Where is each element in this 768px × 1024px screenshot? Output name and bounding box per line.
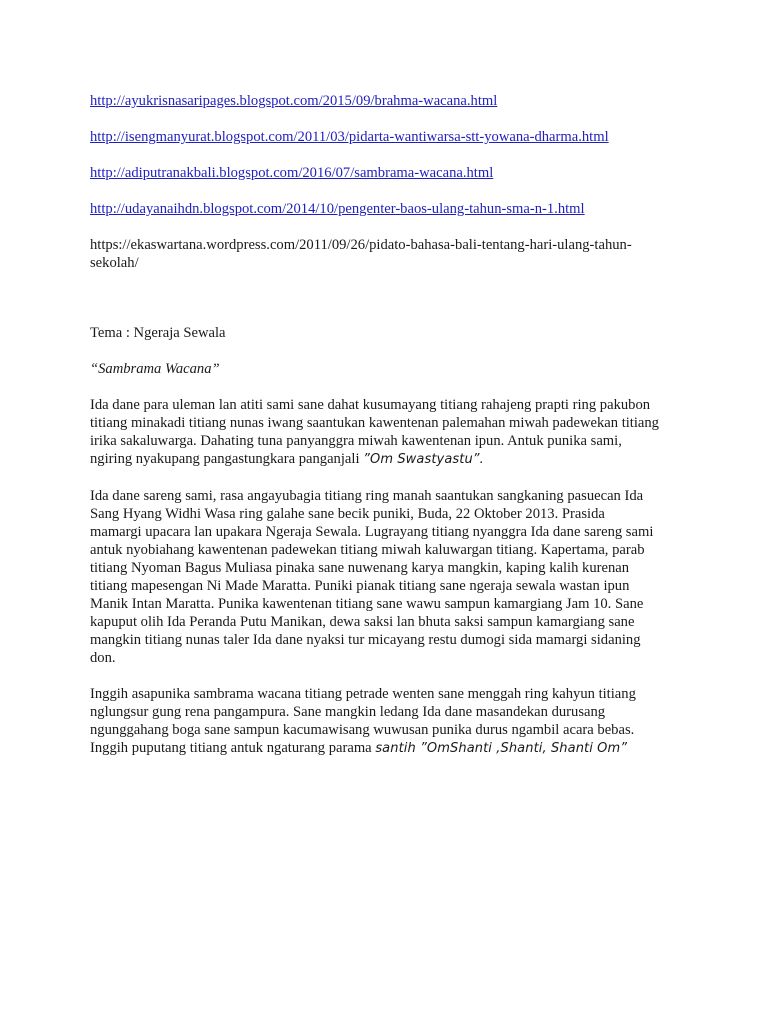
paragraph-line: Sang Hyang Widhi Wasa ring galahe sane becik puniki, Buda, 22 Oktober 2013. Prasida [90,506,605,522]
speech-title: “Sambrama Wacana” [90,361,220,377]
paragraph-closing [90,685,690,758]
reference-url-line: https://ekaswartana.wordpress.com/2011/09/26/pidato-bahasa-bali-tentang-hari-ulang-tahun- [90,237,632,253]
paragraph-line: antuk nyobiahang kawentenan padewekan titiang miwah kaluwargan titiang. Kapertama, parab [90,542,645,558]
paragraph-body [90,487,690,667]
paragraph-line: titiang Nyoman Bagus Muliasa pinaka sane nuwenang karya mangkin, kaping kalih kurenan [90,560,630,576]
paragraph-line: Ida dane sareng sami, rasa angayubagia titiang ring manah saantukan sangkaning pasuecan Ida [90,488,644,504]
paragraph-opening [90,396,690,469]
paragraph-line [90,739,690,758]
paragraph-line: kapuput olih Ida Peranda Putu Manikan, dewa saksi lan bhuta saksi sampun kamargiang sane [90,614,635,630]
paragraph-line: mamargi upacara lan upakara Ngeraja Sewala. Lugrayang titiang nyanggra Ida dane sareng sami [90,524,654,540]
reference-url-plain [90,236,690,272]
paragraph-text: Inggih puputang titiang antuk ngaturang parama [90,740,376,756]
paragraph-line: Ida dane para uleman lan atiti sami sane dahat kusumayang titiang rahajeng prapti ring pakubon [90,397,651,413]
paragraph-line: don. [90,650,116,666]
paragraph-line: irika sakaluwarga. Dahating tuna panyanggra miwah kawentenan ipun. Antuk punika sami, [90,433,622,449]
reference-link-4[interactable]: http://udayanaihdn.blogspot.com/2014/10/pengenter-baos-ulang-tahun-sma-n-1.html [90,201,585,217]
paragraph-line: nglungsur gung rena pangampura. Sane mangkin ledang Ida dane masandekan durusang [90,704,606,720]
reference-link-3[interactable]: http://adiputranakbali.blogspot.com/2016/07/sambrama-wacana.html [90,165,494,181]
document-page [90,92,690,776]
reference-url-line: sekolah/ [90,255,139,271]
paragraph-line: ngunggahang boga sane sampun kacumawisang wuwusan punika durus ngambil acara bebas. [90,722,635,738]
reference-link-1[interactable]: http://ayukrisnasaripages.blogspot.com/2015/09/brahma-wacana.html [90,93,498,109]
paragraph-text: ngiring nyakupang pangastungkara panganjali [90,451,364,467]
paragraph-line: titiang minakadi titiang nunas iwang saantukan kawentenan palemahan miwah padewekan titiang [90,415,659,431]
closing-phrase: santih ”OmShanti ,Shanti, Shanti Om” [375,741,628,756]
paragraph-line: titiang mapesengan Ni Made Maratta. Puniki pianak titiang sane ngeraja sewala wastan ipun [90,578,630,594]
paragraph-line [90,450,690,469]
paragraph-line: mangkin titiang nunas taler Ida dane nyaksi tur micayang restu dumogi sida mamargi sidaning [90,632,641,648]
reference-link-2[interactable]: http://isengmanyurat.blogspot.com/2011/03/pidarta-wantiwarsa-stt-yowana-dharma.html [90,129,609,145]
paragraph-line: Inggih asapunika sambrama wacana titiang petrade wenten sane menggah ring kahyun titiang [90,686,636,702]
paragraph-line: Manik Intan Maratta. Punika kawentenan titiang sane wawu sampun kamargiang Jam 10. Sane [90,596,644,612]
theme-line: Tema : Ngeraja Sewala [90,325,226,341]
greeting-phrase: ”Om Swastyastu”. [363,452,484,467]
